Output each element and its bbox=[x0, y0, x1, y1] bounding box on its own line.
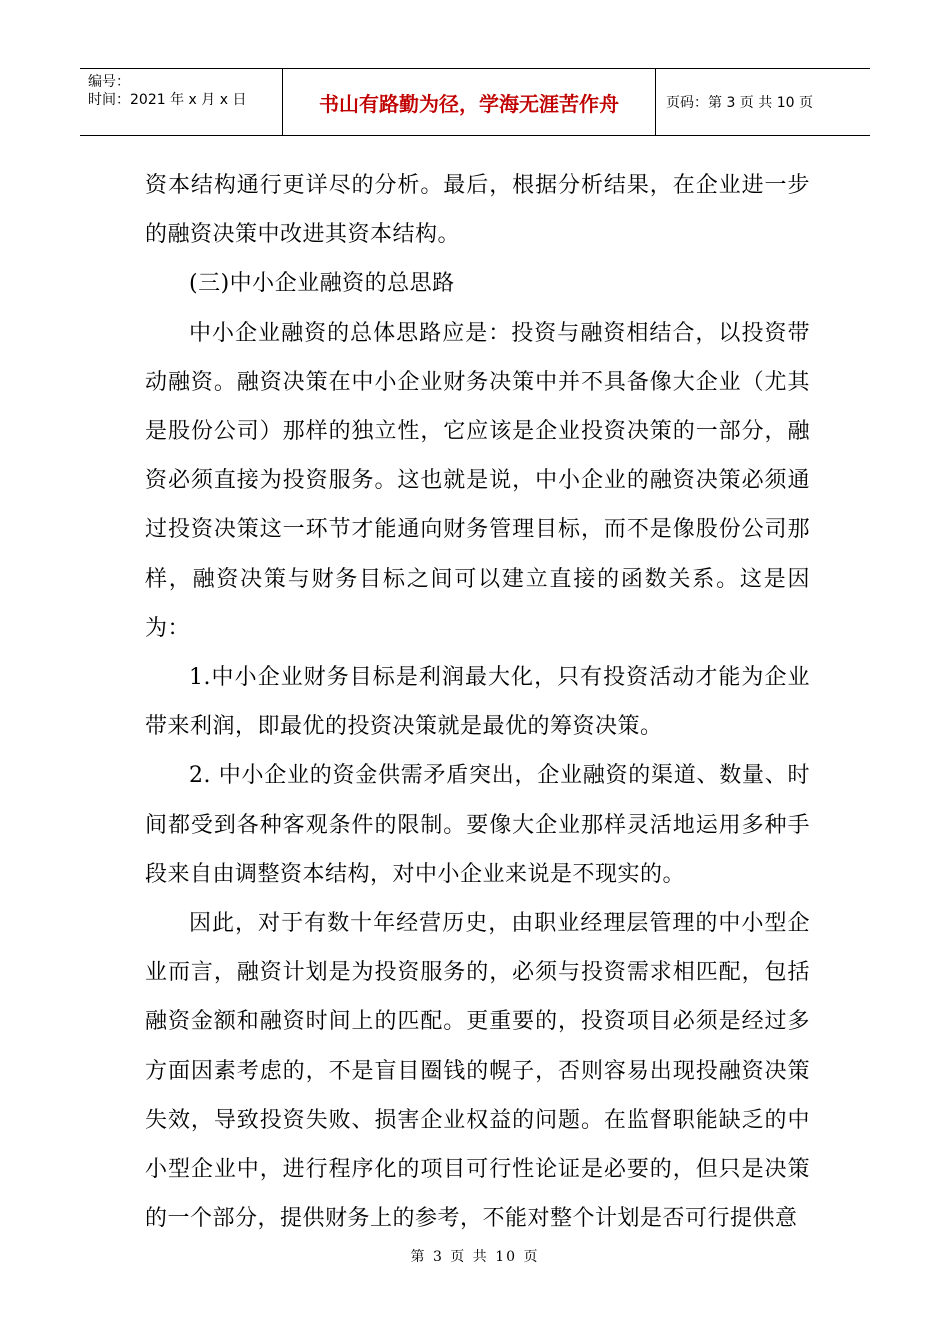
paragraph-2: 中小企业融资的总体思路应是：投资与融资相结合，以投资带动融资。融资决策在中小企业财务决策中并不具备像大企业（尤其是股份公司）那样的独立性，它应该是企业投资决策的一部分，融资必须直接为投资服务。这也就是说，中小企业的融资决策必须通过投资决策这一环节才能通向财务管理目标，而不是像股份公司那样，融资决策与财务目标之间可以建立直接的函数关系。这是因为： bbox=[145, 320, 810, 641]
list-item-1: 1.中小企业财务目标是利润最大化，只有投资活动才能为企业带来利润，即最优的投资决策就是最优的筹资决策。 bbox=[145, 665, 810, 740]
document-body bbox=[145, 161, 810, 1243]
page-header bbox=[80, 68, 870, 136]
document-number-label: 编号： bbox=[88, 74, 130, 90]
header-motto: 书山有路勤为径，学海无涯苦作舟 bbox=[283, 69, 656, 135]
document-date-label: 时间：2021 年 x 月 x 日 bbox=[88, 92, 247, 108]
paragraph-1: 资本结构通行更详尽的分析。最后，根据分析结果，在企业进一步的融资决策中改进其资本结构。 bbox=[145, 173, 810, 248]
page-footer: 第 3 页 共 10 页 bbox=[410, 1249, 540, 1265]
paragraph-3: 因此，对于有数十年经营历史，由职业经理层管理的中小型企业而言，融资计划是为投资服务的，必须与投资需求相匹配，包括融资金额和融资时间上的匹配。更重要的，投资项目必须是经过多方面因素考虑的，不是盲目圈钱的幌子，否则容易出现投融资决策失效，导致投资失败、损害企业权益的问题。在监督职能缺乏的中小型企业中，进行程序化的项目可行性论证是必要的，但只是决策的一个部分，提供财务上的参考，不能对整个计划是否可行提供意 bbox=[145, 911, 810, 1232]
header-meta bbox=[80, 69, 283, 135]
section-heading: (三)中小企业融资的总思路 bbox=[189, 271, 455, 297]
list-item-2: 2. 中小企业的资金供需矛盾突出，企业融资的渠道、数量、时间都受到各种客观条件的限制。要像大企业那样灵活地运用多种手段来自由调整资本结构，对中小企业来说是不现实的。 bbox=[145, 763, 810, 887]
header-page-info: 页码：第 3 页 共 10 页 bbox=[666, 95, 813, 111]
